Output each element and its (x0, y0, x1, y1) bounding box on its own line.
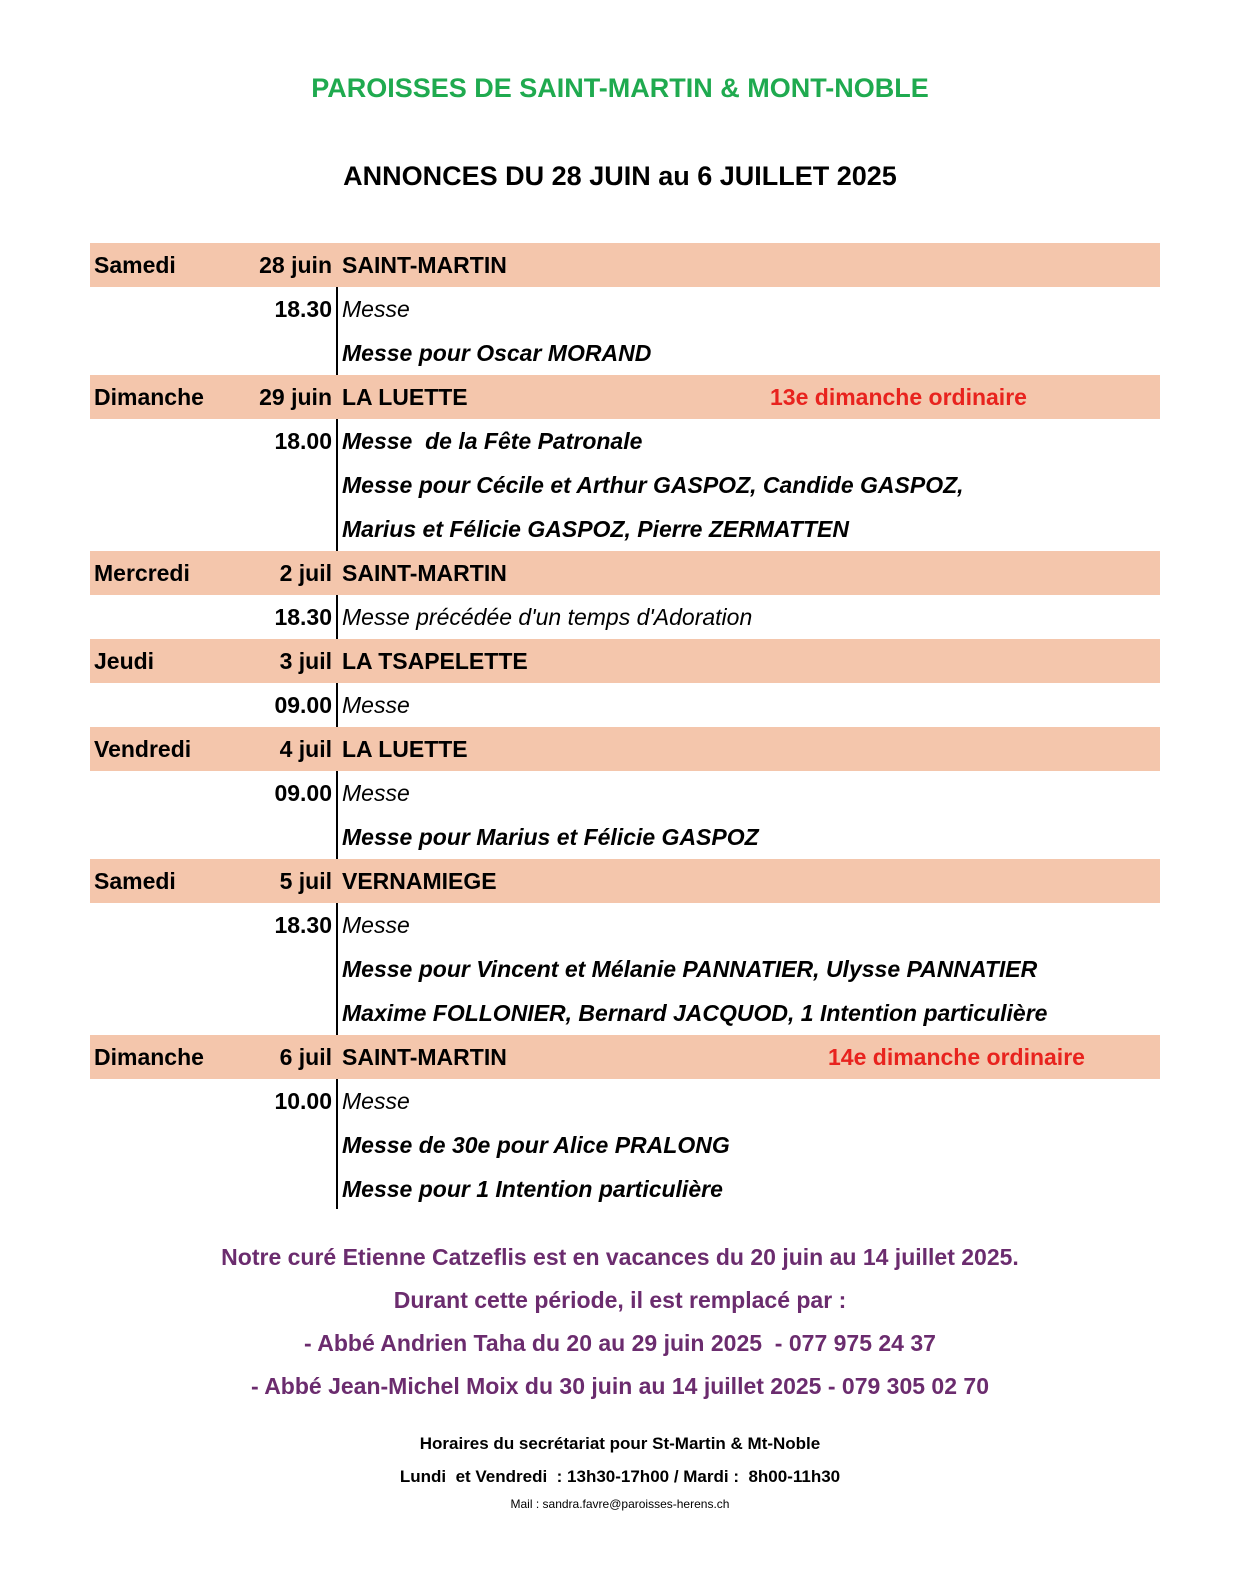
entry-row (90, 463, 1160, 507)
day-name: Dimanche (94, 384, 204, 410)
entry-time: 09.00 (274, 780, 332, 806)
entry-time: 18.30 (274, 912, 332, 938)
day-place: LA LUETTE (342, 736, 468, 762)
entry-text: Messe (342, 692, 410, 718)
entry-row (90, 595, 1160, 639)
entry-text: Messe de 30e pour Alice PRALONG (342, 1132, 730, 1158)
entry-row (90, 1079, 1160, 1123)
entry-row (90, 1167, 1160, 1211)
day-place: SAINT-MARTIN (342, 1044, 507, 1070)
day-row (90, 859, 1160, 903)
notice-line-2: Durant cette période, il est remplacé par : (393, 1287, 847, 1313)
entry-text: Messe pour 1 Intention particulière (342, 1176, 723, 1202)
liturgical-note: 13e dimanche ordinaire (770, 384, 1027, 410)
parish-title: PAROISSES DE SAINT-MARTIN & MONT-NOBLE (311, 73, 929, 103)
day-date: 28 juin (259, 252, 332, 278)
entry-text: Messe pour Oscar MORAND (342, 340, 652, 366)
notice-line-1: Notre curé Etienne Catzeflis est en vacances du 20 juin au 14 juillet 2025. (221, 1244, 1019, 1270)
entry-row (90, 815, 1160, 859)
contact-email[interactable]: Mail : sandra.favre@paroisses-herens.ch (510, 1497, 730, 1511)
entry-row (90, 771, 1160, 815)
entry-row (90, 991, 1160, 1035)
day-row (90, 243, 1160, 287)
entry-text: Messe pour Marius et Félicie GASPOZ (342, 824, 759, 850)
day-row (90, 639, 1160, 683)
entry-row (90, 903, 1160, 947)
notice-line-4: - Abbé Jean-Michel Moix du 30 juin au 14 juillet 2025 - 079 305 02 70 (251, 1373, 989, 1399)
entry-text: Messe pour Vincent et Mélanie PANNATIER, Ulysse PANNATIER (342, 956, 1038, 982)
entry-time: 09.00 (274, 692, 332, 718)
office-hours: Lundi et Vendredi : 13h30-17h00 / Mardi : 8h00-11h30 (399, 1467, 841, 1486)
entry-row (90, 331, 1160, 375)
entry-text: Marius et Félicie GASPOZ, Pierre ZERMATTEN (342, 516, 849, 542)
day-row (90, 727, 1160, 771)
schedule-table (90, 243, 1160, 1211)
entry-text: Messe (342, 1088, 410, 1114)
entry-text: Messe (342, 296, 410, 322)
day-date: 4 juil (279, 736, 332, 762)
day-place: LA TSAPELETTE (342, 648, 528, 674)
entry-row (90, 1123, 1160, 1167)
office-hours-title: Horaires du secrétariat pour St-Martin & Mt-Noble (419, 1434, 821, 1453)
day-place: SAINT-MARTIN (342, 252, 507, 278)
day-row (90, 551, 1160, 595)
day-name: Vendredi (94, 736, 192, 762)
entry-time: 18.30 (274, 604, 332, 630)
entry-row (90, 683, 1160, 727)
liturgical-note: 14e dimanche ordinaire (828, 1044, 1085, 1070)
notice-line-3: - Abbé Andrien Taha du 20 au 29 juin 2025 - 077 975 24 37 (304, 1330, 936, 1356)
day-name: Samedi (94, 252, 176, 278)
entry-text: Messe (342, 780, 410, 806)
day-place: SAINT-MARTIN (342, 560, 507, 586)
day-place: LA LUETTE (342, 384, 468, 410)
entry-row (90, 287, 1160, 331)
announcements-heading: ANNONCES DU 28 JUIN au 6 JUILLET 2025 (343, 161, 897, 191)
entry-text: Maxime FOLLONIER, Bernard JACQUOD, 1 Intention particulière (342, 1000, 1048, 1026)
day-name: Samedi (94, 868, 176, 894)
day-date: 3 juil (279, 648, 332, 674)
day-row (90, 1035, 1160, 1079)
entry-text: Messe pour Cécile et Arthur GASPOZ, Candide GASPOZ, (342, 472, 964, 498)
entry-time: 18.00 (274, 428, 332, 454)
entry-time: 10.00 (274, 1088, 332, 1114)
entry-time: 18.30 (274, 296, 332, 322)
day-place: VERNAMIEGE (342, 868, 497, 894)
entry-text: Messe (342, 912, 410, 938)
entry-row (90, 507, 1160, 551)
day-name: Dimanche (94, 1044, 204, 1070)
day-date: 2 juil (279, 560, 332, 586)
entry-text: Messe de la Fête Patronale (342, 428, 643, 454)
day-name: Jeudi (94, 648, 155, 674)
entry-row (90, 947, 1160, 991)
day-date: 29 juin (259, 384, 332, 410)
entry-row (90, 419, 1160, 463)
day-row (90, 375, 1160, 419)
day-date: 5 juil (279, 868, 332, 894)
day-date: 6 juil (279, 1044, 332, 1070)
entry-text: Messe précédée d'un temps d'Adoration (342, 604, 753, 630)
day-name: Mercredi (94, 560, 190, 586)
